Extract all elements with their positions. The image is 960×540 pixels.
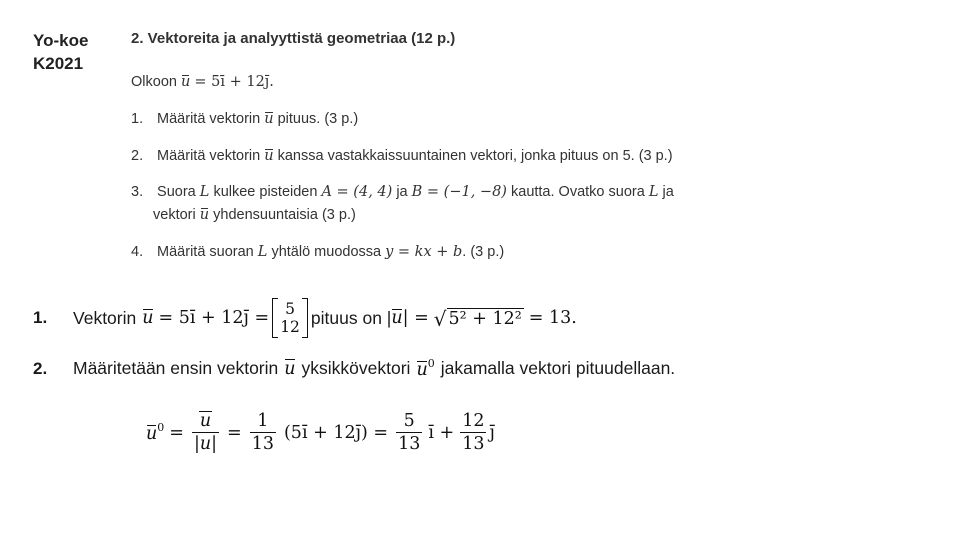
j-term: ȷ̄	[489, 422, 495, 443]
task-title: 2. Vektoreita ja analyyttistä geometriaa (12 p.)	[131, 30, 456, 47]
item-text: Määritä vektorin	[157, 148, 261, 164]
task-item-1	[131, 111, 358, 127]
answer-number: 2.	[33, 358, 48, 378]
superscript-zero: 0	[157, 421, 165, 434]
vector-u: u	[180, 74, 191, 90]
item-text: ja	[396, 184, 408, 200]
denominator: 13	[398, 434, 421, 454]
vector-u: u	[199, 207, 210, 223]
vector-u: u	[416, 360, 428, 380]
line-equation: y = kx + b	[385, 244, 463, 260]
numerator: 12	[462, 411, 485, 431]
vector-u: u	[391, 308, 403, 328]
radicand: 5² + 12²	[448, 308, 522, 329]
numerator: u	[199, 411, 212, 431]
fraction-five-thirteenths	[396, 410, 422, 455]
item-text: ja	[662, 184, 674, 200]
task-item-4	[131, 244, 504, 260]
exam-label	[33, 29, 88, 75]
line-L: L	[199, 184, 210, 200]
point-B: B = (−1, −8)	[411, 184, 507, 200]
vector-u: u	[264, 111, 274, 127]
task-intro	[131, 74, 274, 90]
vector-u: u	[264, 148, 274, 164]
answer-text: jakamalla vektori pituudellaan.	[440, 358, 676, 378]
item-text: kanssa vastakkaissuuntainen vektori, jonka pituus on 5. (3 p.)	[277, 148, 673, 164]
equals-sign: =	[169, 422, 184, 443]
item-text: yhtälö muodossa	[271, 244, 382, 260]
item-text: Määritä suoran	[157, 244, 254, 260]
column-vector	[272, 298, 308, 338]
exam-label-line1: Yo-koe	[33, 31, 89, 50]
square-root	[434, 308, 524, 329]
item-text: Suora	[157, 184, 196, 200]
equals-sign: =	[227, 422, 242, 443]
item-text: Määritä vektorin	[157, 111, 261, 127]
answer-result: = 13.	[528, 308, 577, 328]
item-text: yhdensuuntaisia (3 p.)	[213, 207, 356, 223]
fraction-twelve-thirteenths	[460, 410, 486, 455]
denominator: |u|	[193, 434, 218, 454]
i-term: ı̄ +	[428, 422, 455, 443]
parenthesized-vector: (5ı̄ + 12ȷ̄) =	[283, 422, 389, 443]
vector-components	[278, 300, 302, 336]
fraction-one-thirteenth	[250, 410, 276, 455]
denominator: 13	[251, 434, 274, 454]
answer-text: pituus on |	[310, 307, 392, 328]
numerator: 5	[403, 411, 415, 431]
answer-text: yksikkövektori	[301, 358, 411, 378]
item-number: 1.	[131, 111, 144, 127]
vector-u: u	[284, 358, 296, 379]
denominator: 13	[462, 434, 485, 454]
fraction-u-over-norm	[192, 410, 219, 455]
task-item-2	[131, 148, 673, 164]
component-y: 12	[280, 318, 300, 336]
radical-sign: √	[433, 306, 447, 331]
item-number: 3.	[131, 184, 144, 200]
vector-u: u	[142, 308, 154, 328]
answer-text: Määritetään ensin vektorin	[73, 358, 279, 378]
point-A: A = (4, 4)	[321, 184, 393, 200]
answer-2	[33, 357, 675, 380]
item-text: kautta. Ovatko suora	[511, 184, 645, 200]
item-number: 4.	[131, 244, 144, 260]
answer-number: 1.	[33, 308, 48, 327]
item-text: . (3 p.)	[462, 244, 505, 260]
task-item-3-line2	[153, 207, 356, 223]
item-text: pituus. (3 p.)	[277, 111, 359, 127]
numerator: 1	[257, 411, 269, 431]
item-number: 2.	[131, 148, 144, 164]
answer-text: Vektorin	[73, 307, 137, 328]
unit-vector-equation	[146, 410, 495, 455]
intro-formula: = 5ī + 12j̄.	[194, 74, 274, 90]
answer-expression: = 5ı̄ + 12ȷ̄ =	[158, 308, 270, 328]
line-L: L	[648, 184, 659, 200]
answer-text: | =	[402, 308, 429, 328]
task-item-3	[131, 184, 674, 200]
item-text: kulkee pisteiden	[213, 184, 318, 200]
exam-label-line2: K2021	[33, 54, 84, 73]
superscript-zero: 0	[427, 357, 435, 370]
answer-1	[33, 298, 577, 338]
vector-u: u	[146, 424, 158, 444]
component-x: 5	[285, 300, 295, 318]
item-text: vektori	[153, 207, 196, 223]
right-bracket	[302, 298, 308, 338]
intro-text: Olkoon	[131, 74, 177, 90]
line-L: L	[257, 244, 268, 260]
